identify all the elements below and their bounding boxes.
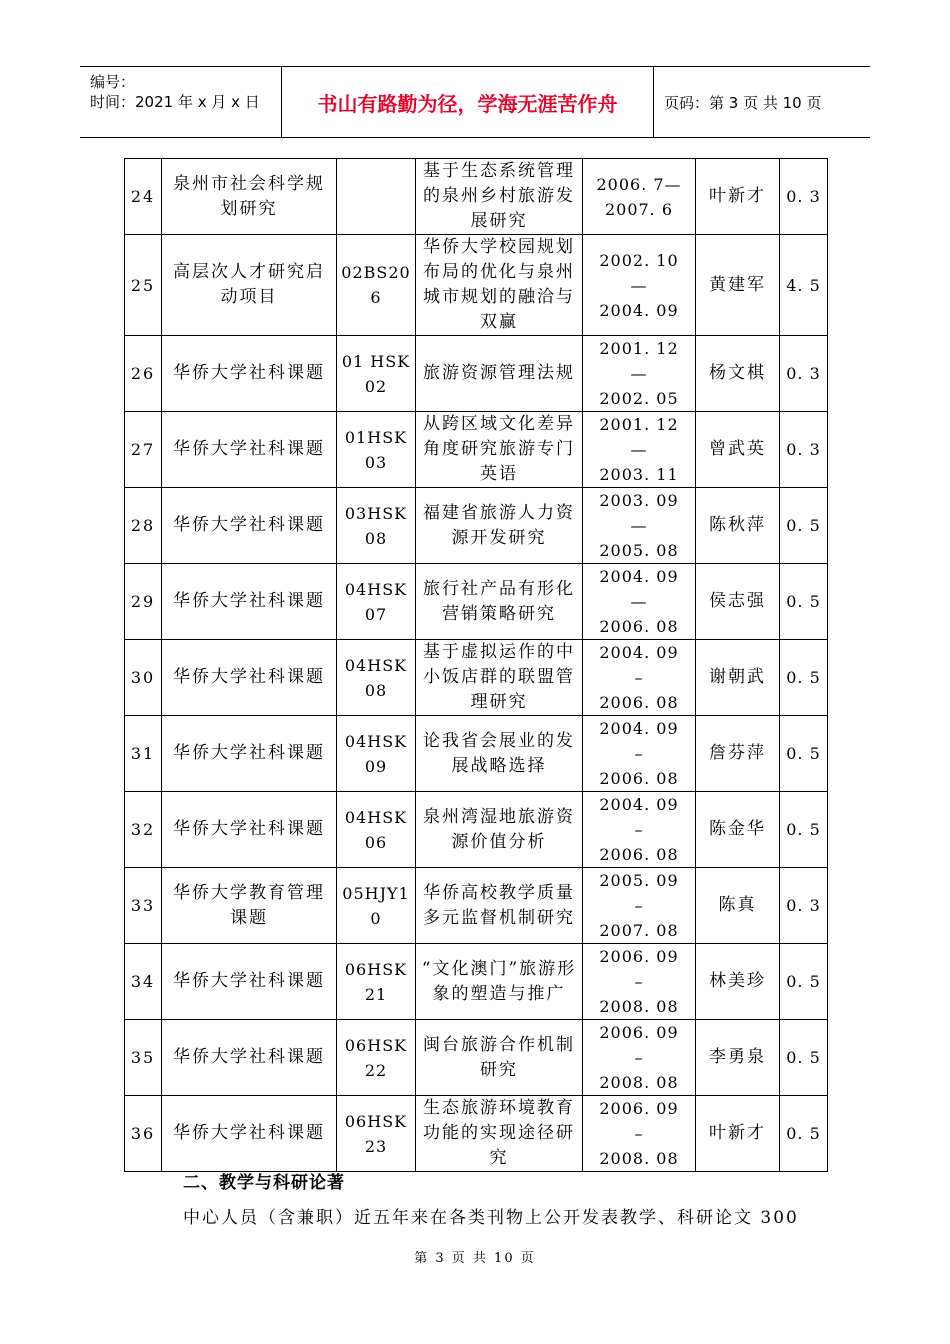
project-code-cell: 04HSK06: [337, 792, 416, 868]
project-share-cell: 0. 5: [780, 564, 828, 640]
row-number-cell: 26: [125, 336, 162, 412]
project-title-cell: 基于虚拟运作的中小饭店群的联盟管理研究: [416, 640, 583, 716]
project-leader-cell: 陈秋萍: [696, 488, 780, 564]
project-source-cell: 华侨大学社科课题: [162, 944, 337, 1020]
table-row: [125, 868, 828, 944]
project-period-cell: 2006. 09 – 2008. 08: [583, 944, 696, 1020]
project-period-cell: 2006. 09 – 2008. 08: [583, 1096, 696, 1172]
project-source-cell: 华侨大学社科课题: [162, 412, 337, 488]
project-share-cell: 0. 5: [780, 944, 828, 1020]
project-title-cell: 论我省会展业的发展战略选择: [416, 716, 583, 792]
project-period-cell: 2001. 12 — 2003. 11: [583, 412, 696, 488]
row-number-cell: 30: [125, 640, 162, 716]
table-row: [125, 640, 828, 716]
project-period-cell: 2005. 09 – 2007. 08: [583, 868, 696, 944]
row-number-cell: 29: [125, 564, 162, 640]
project-source-cell: 华侨大学社科课题: [162, 1020, 337, 1096]
project-source-cell: 华侨大学社科课题: [162, 1096, 337, 1172]
project-title-cell: “文化澳门”旅游形象的塑造与推广: [416, 944, 583, 1020]
project-table: [124, 158, 828, 1172]
row-number-cell: 27: [125, 412, 162, 488]
project-leader-cell: 陈真: [696, 868, 780, 944]
header-motto: 书山有路勤为径，学海无涯苦作舟: [282, 67, 654, 137]
row-number-cell: 32: [125, 792, 162, 868]
project-share-cell: 4. 5: [780, 235, 828, 336]
project-share-cell: 0. 5: [780, 1020, 828, 1096]
project-share-cell: 0. 3: [780, 412, 828, 488]
project-period-cell: 2003. 09 — 2005. 08: [583, 488, 696, 564]
row-number-cell: 36: [125, 1096, 162, 1172]
project-title-cell: 泉州湾湿地旅游资源价值分析: [416, 792, 583, 868]
project-share-cell: 0. 3: [780, 159, 828, 235]
project-code-cell: 04HSK08: [337, 640, 416, 716]
project-share-cell: 0. 5: [780, 716, 828, 792]
table-row: [125, 564, 828, 640]
project-leader-cell: 林美珍: [696, 944, 780, 1020]
project-title-cell: 从跨区域文化差异角度研究旅游专门英语: [416, 412, 583, 488]
project-leader-cell: 杨文棋: [696, 336, 780, 412]
project-period-cell: 2004. 09 – 2006. 08: [583, 716, 696, 792]
project-code-cell: 04HSK07: [337, 564, 416, 640]
table-row: [125, 235, 828, 336]
project-leader-cell: 叶新才: [696, 159, 780, 235]
page-header: [80, 66, 870, 138]
project-period-cell: 2006. 7— 2007. 6: [583, 159, 696, 235]
project-period-cell: 2004. 09 – 2006. 08: [583, 792, 696, 868]
project-share-cell: 0. 5: [780, 1096, 828, 1172]
project-source-cell: 华侨大学社科课题: [162, 792, 337, 868]
table-row: [125, 944, 828, 1020]
row-number-cell: 33: [125, 868, 162, 944]
project-period-cell: 2004. 09 — 2006. 08: [583, 564, 696, 640]
project-code-cell: [337, 159, 416, 235]
row-number-cell: 35: [125, 1020, 162, 1096]
project-leader-cell: 叶新才: [696, 1096, 780, 1172]
project-share-cell: 0. 5: [780, 488, 828, 564]
project-code-cell: 06HSK21: [337, 944, 416, 1020]
table-row: [125, 488, 828, 564]
time-label: 时间：2021 年 x 月 x 日: [90, 93, 260, 111]
project-title-cell: 福建省旅游人力资源开发研究: [416, 488, 583, 564]
project-code-cell: 06HSK23: [337, 1096, 416, 1172]
project-title-cell: 旅行社产品有形化营销策略研究: [416, 564, 583, 640]
project-leader-cell: 李勇泉: [696, 1020, 780, 1096]
row-number-cell: 28: [125, 488, 162, 564]
project-leader-cell: 谢朝武: [696, 640, 780, 716]
project-source-cell: 华侨大学社科课题: [162, 716, 337, 792]
project-leader-cell: 陈金华: [696, 792, 780, 868]
project-source-cell: 华侨大学社科课题: [162, 640, 337, 716]
project-share-cell: 0. 5: [780, 640, 828, 716]
table-row: [125, 1096, 828, 1172]
project-code-cell: 03HSK08: [337, 488, 416, 564]
section-title: 二、教学与科研论著: [183, 1173, 345, 1193]
project-code-cell: 04HSK09: [337, 716, 416, 792]
project-period-cell: 2002. 10 — 2004. 09: [583, 235, 696, 336]
number-label: 编号：: [90, 73, 136, 91]
table-row: [125, 412, 828, 488]
project-source-cell: 泉州市社会科学规划研究: [162, 159, 337, 235]
project-title-cell: 华侨大学校园规划布局的优化与泉州城市规划的融洽与双赢: [416, 235, 583, 336]
project-title-cell: 闽台旅游合作机制研究: [416, 1020, 583, 1096]
project-period-cell: 2006. 09 – 2008. 08: [583, 1020, 696, 1096]
project-leader-cell: 詹芬萍: [696, 716, 780, 792]
table-row: [125, 716, 828, 792]
project-source-cell: 华侨大学社科课题: [162, 564, 337, 640]
project-code-cell: 01 HSK02: [337, 336, 416, 412]
project-title-cell: 基于生态系统管理的泉州乡村旅游发展研究: [416, 159, 583, 235]
page-footer: 第 3 页 共 10 页: [414, 1251, 536, 1266]
project-leader-cell: 曾武英: [696, 412, 780, 488]
section-paragraph: 中心人员（含兼职）近五年来在各类刊物上公开发表教学、科研论文 300: [183, 1208, 799, 1228]
project-code-cell: 06HSK22: [337, 1020, 416, 1096]
table-row: [125, 792, 828, 868]
project-share-cell: 0. 5: [780, 792, 828, 868]
row-number-cell: 31: [125, 716, 162, 792]
table-row: [125, 336, 828, 412]
project-source-cell: 高层次人才研究启动项目: [162, 235, 337, 336]
project-source-cell: 华侨大学社科课题: [162, 336, 337, 412]
project-title-cell: 华侨高校教学质量多元监督机制研究: [416, 868, 583, 944]
header-meta: [80, 67, 282, 137]
project-period-cell: 2001. 12 — 2002. 05: [583, 336, 696, 412]
project-leader-cell: 黄建军: [696, 235, 780, 336]
table-row: [125, 159, 828, 235]
row-number-cell: 25: [125, 235, 162, 336]
project-source-cell: 华侨大学教育管理课题: [162, 868, 337, 944]
table-row: [125, 1020, 828, 1096]
project-source-cell: 华侨大学社科课题: [162, 488, 337, 564]
row-number-cell: 34: [125, 944, 162, 1020]
project-code-cell: 02BS206: [337, 235, 416, 336]
project-share-cell: 0. 3: [780, 868, 828, 944]
project-title-cell: 生态旅游环境教育功能的实现途径研究: [416, 1096, 583, 1172]
row-number-cell: 24: [125, 159, 162, 235]
project-leader-cell: 侯志强: [696, 564, 780, 640]
project-title-cell: 旅游资源管理法规: [416, 336, 583, 412]
project-period-cell: 2004. 09 – 2006. 08: [583, 640, 696, 716]
project-table-body: [125, 159, 828, 1172]
project-code-cell: 05HJY10: [337, 868, 416, 944]
project-code-cell: 01HSK03: [337, 412, 416, 488]
header-page-info: 页码：第 3 页 共 10 页: [664, 93, 822, 112]
project-share-cell: 0. 3: [780, 336, 828, 412]
